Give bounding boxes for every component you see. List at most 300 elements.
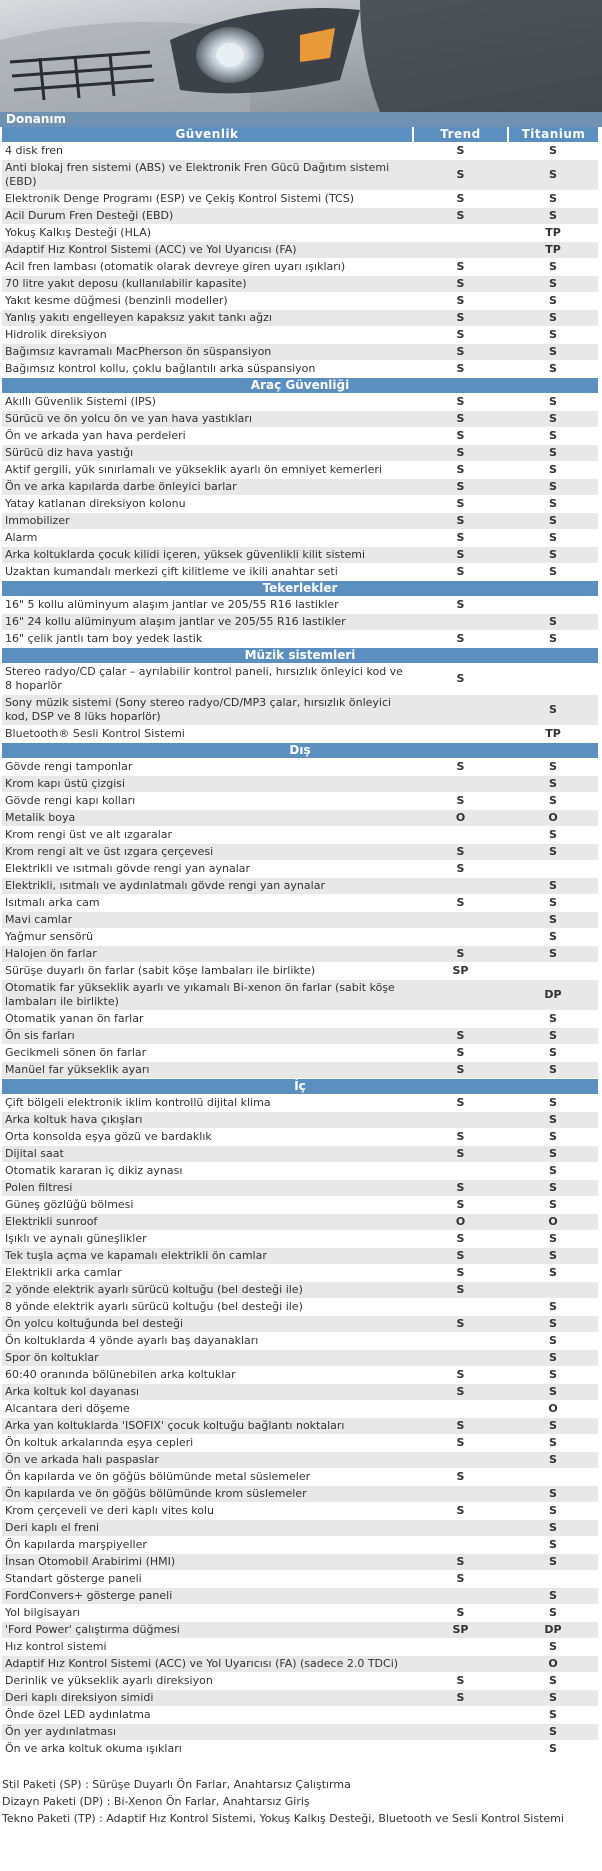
feature-name: Çift bölgeli elektronik iklim kontrollü dijital klima: [2, 1095, 413, 1112]
trend-value: [413, 1401, 508, 1418]
trend-value: [413, 1639, 508, 1656]
trend-value: S: [413, 1231, 508, 1248]
titanium-value: TP: [508, 726, 598, 743]
titanium-value: TP: [508, 225, 598, 242]
titanium-value: S: [508, 513, 598, 530]
feature-name: Krom rengi üst ve alt ızgaralar: [2, 827, 413, 844]
titanium-value: S: [508, 445, 598, 462]
trend-value: [413, 827, 508, 844]
table-row: [2, 664, 598, 695]
feature-name: FordConvers+ gösterge paneli: [2, 1588, 413, 1605]
feature-name: Acil Durum Fren Desteği (EBD): [2, 208, 413, 225]
table-row: [2, 597, 598, 614]
feature-name: Ön koltuklarda 4 yönde ayarlı baş dayanakları: [2, 1333, 413, 1350]
feature-name: Immobilizer: [2, 513, 413, 530]
table-row: [2, 1282, 598, 1299]
titanium-value: S: [508, 1690, 598, 1707]
feature-name: Alarm: [2, 530, 413, 547]
trend-value: S: [413, 1435, 508, 1452]
titanium-value: S: [508, 1367, 598, 1384]
titanium-value: [508, 1571, 598, 1588]
titanium-value: O: [508, 1214, 598, 1231]
feature-name: Arka koltuklarda çocuk kilidi içeren, yüksek güvenlikli kilit sistemi: [2, 547, 413, 564]
trend-value: S: [413, 1197, 508, 1214]
titanium-value: S: [508, 793, 598, 810]
feature-name: 16" 24 kollu alüminyum alaşım jantlar ve 205/55 R16 lastikler: [2, 614, 413, 631]
titanium-value: S: [508, 895, 598, 912]
titanium-value: S: [508, 1452, 598, 1469]
table-row: [2, 776, 598, 793]
trend-value: [413, 980, 508, 1011]
titanium-value: S: [508, 1333, 598, 1350]
feature-name: Hız kontrol sistemi: [2, 1639, 413, 1656]
trend-value: S: [413, 1554, 508, 1571]
note-sp: Stil Paketi (SP) : Sürüşe Duyarlı Ön Farlar, Anahtarsız Çalıştırma: [2, 1778, 351, 1791]
trend-value: S: [413, 208, 508, 225]
titanium-value: [508, 1282, 598, 1299]
table-row: [2, 1622, 598, 1639]
section-title: Dış: [2, 743, 598, 759]
trend-value: [413, 1163, 508, 1180]
trend-value: S: [413, 344, 508, 361]
trend-value: [413, 1299, 508, 1316]
titanium-value: S: [508, 191, 598, 208]
table-row: [2, 361, 598, 378]
trend-value: S: [413, 513, 508, 530]
trend-value: [413, 1656, 508, 1673]
car-headlight-banner: [0, 0, 602, 112]
trend-value: S: [413, 1469, 508, 1486]
titanium-value: S: [508, 614, 598, 631]
titanium-value: TP: [508, 242, 598, 259]
feature-name: Yokuş Kalkış Desteği (HLA): [2, 225, 413, 242]
table-row: [2, 530, 598, 547]
feature-name: Otomatik kararan iç dikiz aynası: [2, 1163, 413, 1180]
titanium-value: S: [508, 1741, 598, 1758]
trend-value: [413, 1333, 508, 1350]
trend-value: S: [413, 259, 508, 276]
feature-name: Hidrolik direksiyon: [2, 327, 413, 344]
trend-value: S: [413, 160, 508, 191]
feature-name: Derinlik ve yükseklik ayarlı direksiyon: [2, 1673, 413, 1690]
titanium-value: S: [508, 564, 598, 581]
package-notes: [0, 1776, 602, 1827]
table-row: [2, 726, 598, 743]
feature-name: Ön yer aydınlatması: [2, 1724, 413, 1741]
trend-value: S: [413, 1384, 508, 1401]
table-row: [2, 759, 598, 776]
column-header-trend: Trend: [413, 127, 508, 143]
section-row: [2, 581, 598, 597]
feature-name: Yakıt kesme düğmesi (benzinli modeller): [2, 293, 413, 310]
titanium-value: O: [508, 1401, 598, 1418]
titanium-value: S: [508, 276, 598, 293]
table-header-row: [2, 127, 598, 143]
trend-value: S: [413, 547, 508, 564]
titanium-value: [508, 861, 598, 878]
section-header-donanim: Donanım: [0, 112, 602, 127]
table-row: [2, 1350, 598, 1367]
feature-name: Bluetooth® Sesli Kontrol Sistemi: [2, 726, 413, 743]
titanium-value: S: [508, 695, 598, 726]
table-row: [2, 1486, 598, 1503]
section-row: [2, 378, 598, 394]
trend-value: [413, 1452, 508, 1469]
titanium-value: S: [508, 411, 598, 428]
titanium-value: S: [508, 1639, 598, 1656]
trend-value: S: [413, 564, 508, 581]
trend-value: S: [413, 310, 508, 327]
trend-value: S: [413, 1095, 508, 1112]
titanium-value: S: [508, 1095, 598, 1112]
column-header-titanium: Titanium: [508, 127, 598, 143]
feature-name: Uzaktan kumandalı merkezi çift kilitleme ve ikili anahtar seti: [2, 564, 413, 581]
table-row: [2, 844, 598, 861]
trend-value: [413, 1011, 508, 1028]
trend-value: O: [413, 810, 508, 827]
feature-name: 8 yönde elektrik ayarlı sürücü koltuğu (bel desteği ile): [2, 1299, 413, 1316]
titanium-value: S: [508, 1231, 598, 1248]
table-row: [2, 310, 598, 327]
trend-value: S: [413, 293, 508, 310]
table-row: [2, 929, 598, 946]
titanium-value: S: [508, 1707, 598, 1724]
trend-value: SP: [413, 963, 508, 980]
titanium-value: [508, 664, 598, 695]
feature-name: Manüel far yükseklik ayarı: [2, 1062, 413, 1079]
note-tp: Tekno Paketi (TP) : Adaptif Hız Kontrol Sistemi, Yokuş Kalkış Desteği, Bluetooth ve Sesli Kontrol Sistemi: [2, 1812, 564, 1825]
table-row: [2, 1214, 598, 1231]
feature-name: Akıllı Güvenlik Sistemi (IPS): [2, 394, 413, 411]
feature-name: 4 disk fren: [2, 143, 413, 160]
table-row: [2, 1571, 598, 1588]
feature-name: Ön sis farları: [2, 1028, 413, 1045]
feature-name: Elektrikli, ısıtmalı ve aydınlatmalı gövde rengi yan aynalar: [2, 878, 413, 895]
feature-name: Alcantara deri döşeme: [2, 1401, 413, 1418]
titanium-value: S: [508, 912, 598, 929]
titanium-value: O: [508, 1656, 598, 1673]
table-row: [2, 963, 598, 980]
section-row: [2, 1079, 598, 1095]
trend-value: S: [413, 1571, 508, 1588]
feature-name: Ön ve arkada halı paspaslar: [2, 1452, 413, 1469]
feature-name: 16" 5 kollu alüminyum alaşım jantlar ve 205/55 R16 lastikler: [2, 597, 413, 614]
feature-name: Otomatik far yükseklik ayarlı ve yıkamalı Bi-xenon ön farlar (sabit köşe lambaları ile birlikte): [2, 980, 413, 1011]
table-row: [2, 1690, 598, 1707]
table-row: [2, 513, 598, 530]
trend-value: S: [413, 1605, 508, 1622]
trend-value: S: [413, 1129, 508, 1146]
titanium-value: S: [508, 547, 598, 564]
feature-name: Krom çerçeveli ve deri kaplı vites kolu: [2, 1503, 413, 1520]
trend-value: O: [413, 1214, 508, 1231]
titanium-value: S: [508, 878, 598, 895]
table-row: [2, 1112, 598, 1129]
note-dp: Dizayn Paketi (DP) : Bi-Xenon Ön Farlar, Anahtarsız Giriş: [2, 1795, 310, 1808]
trend-value: S: [413, 759, 508, 776]
feature-name: Bağımsız kavramalı MacPherson ön süspansiyon: [2, 344, 413, 361]
titanium-value: S: [508, 1588, 598, 1605]
feature-name: Polen filtresi: [2, 1180, 413, 1197]
titanium-value: S: [508, 1350, 598, 1367]
feature-name: Önde özel LED aydınlatma: [2, 1707, 413, 1724]
trend-value: SP: [413, 1622, 508, 1639]
trend-value: [413, 1520, 508, 1537]
trend-value: [413, 776, 508, 793]
feature-name: Adaptif Hız Kontrol Sistemi (ACC) ve Yol Uyarıcısı (FA) (sadece 2.0 TDCi): [2, 1656, 413, 1673]
trend-value: S: [413, 411, 508, 428]
feature-name: 2 yönde elektrik ayarlı sürücü koltuğu (bel desteği ile): [2, 1282, 413, 1299]
feature-name: Ön kapılarda marşpiyeller: [2, 1537, 413, 1554]
car-headlight-image: [0, 0, 602, 112]
feature-name: Ön yolcu koltuğunda bel desteği: [2, 1316, 413, 1333]
trend-value: [413, 1588, 508, 1605]
feature-name: Ön koltuk arkalarında eşya cepleri: [2, 1435, 413, 1452]
table-row: [2, 614, 598, 631]
feature-name: Yol bilgisayarı: [2, 1605, 413, 1622]
table-row: [2, 1673, 598, 1690]
titanium-value: S: [508, 1265, 598, 1282]
trend-value: S: [413, 361, 508, 378]
trend-value: S: [413, 844, 508, 861]
trend-value: S: [413, 664, 508, 695]
feature-name: Gecikmeli sönen ön farlar: [2, 1045, 413, 1062]
equipment-table: [2, 127, 598, 1758]
feature-name: Dijital saat: [2, 1146, 413, 1163]
titanium-value: [508, 1469, 598, 1486]
trend-value: S: [413, 631, 508, 648]
titanium-value: S: [508, 496, 598, 513]
table-row: [2, 1095, 598, 1112]
trend-value: S: [413, 1265, 508, 1282]
trend-value: S: [413, 1503, 508, 1520]
feature-name: 60:40 oranında bölünebilen arka koltuklar: [2, 1367, 413, 1384]
table-row: [2, 445, 598, 462]
table-row: [2, 242, 598, 259]
table-row: [2, 208, 598, 225]
feature-name: Mavi camlar: [2, 912, 413, 929]
titanium-value: S: [508, 1537, 598, 1554]
trend-value: [413, 1741, 508, 1758]
feature-name: Gövde rengi kapı kolları: [2, 793, 413, 810]
feature-name: Orta konsolda eşya gözü ve bardaklık: [2, 1129, 413, 1146]
feature-name: Elektrikli arka camlar: [2, 1265, 413, 1282]
feature-name: Gövde rengi tamponlar: [2, 759, 413, 776]
trend-value: S: [413, 1690, 508, 1707]
feature-name: Anti blokaj fren sistemi (ABS) ve Elektronik Fren Gücü Dağıtım sistemi (EBD): [2, 160, 413, 191]
table-row: [2, 1299, 598, 1316]
table-row: [2, 1469, 598, 1486]
feature-name: Metalik boya: [2, 810, 413, 827]
feature-name: Isıtmalı arka cam: [2, 895, 413, 912]
trend-value: [413, 912, 508, 929]
table-row: [2, 1418, 598, 1435]
titanium-value: S: [508, 1605, 598, 1622]
table-row: [2, 327, 598, 344]
trend-value: [413, 225, 508, 242]
titanium-value: S: [508, 1112, 598, 1129]
trend-value: [413, 878, 508, 895]
feature-name: 16" çelik jantlı tam boy yedek lastik: [2, 631, 413, 648]
trend-value: S: [413, 191, 508, 208]
trend-value: S: [413, 1316, 508, 1333]
table-row: [2, 695, 598, 726]
feature-name: Aktif gergili, yük sınırlamalı ve yükseklik ayarlı ön emniyet kemerleri: [2, 462, 413, 479]
titanium-value: S: [508, 394, 598, 411]
feature-name: Bağımsız kontrol kollu, çoklu bağlantılı arka süspansiyon: [2, 361, 413, 378]
trend-value: S: [413, 895, 508, 912]
feature-name: Ön ve arka kapılarda darbe önleyici barlar: [2, 479, 413, 496]
titanium-value: S: [508, 160, 598, 191]
feature-name: Elektrikli sunroof: [2, 1214, 413, 1231]
feature-name: Yatay katlanan direksiyon kolonu: [2, 496, 413, 513]
trend-value: S: [413, 394, 508, 411]
trend-value: S: [413, 1282, 508, 1299]
table-row: [2, 547, 598, 564]
trend-value: [413, 242, 508, 259]
feature-name: Elektrikli ve ısıtmalı gövde rengi yan aynalar: [2, 861, 413, 878]
titanium-value: S: [508, 1486, 598, 1503]
table-row: [2, 1724, 598, 1741]
feature-name: Sony müzik sistemi (Sony stereo radyo/CD/MP3 çalar, hırsızlık önleyici kod, DSP ve 8 lüks hoparlör): [2, 695, 413, 726]
table-row: [2, 1367, 598, 1384]
table-row: [2, 1028, 598, 1045]
trend-value: S: [413, 1062, 508, 1079]
titanium-value: S: [508, 344, 598, 361]
table-row: [2, 895, 598, 912]
feature-name: 70 litre yakıt deposu (kullanılabilir kapasite): [2, 276, 413, 293]
trend-value: [413, 1707, 508, 1724]
table-row: [2, 1248, 598, 1265]
trend-value: [413, 929, 508, 946]
table-row: [2, 496, 598, 513]
feature-name: Arka yan koltuklarda 'ISOFIX' çocuk koltuğu bağlantı noktaları: [2, 1418, 413, 1435]
titanium-value: S: [508, 1163, 598, 1180]
table-row: [2, 428, 598, 445]
titanium-value: S: [508, 1011, 598, 1028]
feature-name: Krom rengi alt ve üst ızgara çerçevesi: [2, 844, 413, 861]
feature-name: Işıklı ve aynalı güneşlikler: [2, 1231, 413, 1248]
trend-value: S: [413, 861, 508, 878]
table-row: [2, 1129, 598, 1146]
table-row: [2, 276, 598, 293]
feature-name: Ön ve arkada yan hava perdeleri: [2, 428, 413, 445]
titanium-value: S: [508, 1248, 598, 1265]
titanium-value: S: [508, 929, 598, 946]
trend-value: S: [413, 479, 508, 496]
feature-name: Standart gösterge paneli: [2, 1571, 413, 1588]
titanium-value: S: [508, 143, 598, 160]
titanium-value: S: [508, 1418, 598, 1435]
table-row: [2, 912, 598, 929]
table-row: [2, 1146, 598, 1163]
trend-value: [413, 1486, 508, 1503]
trend-value: S: [413, 1418, 508, 1435]
feature-name: 'Ford Power' çalıştırma düğmesi: [2, 1622, 413, 1639]
trend-value: S: [413, 1028, 508, 1045]
trend-value: S: [413, 530, 508, 547]
titanium-value: S: [508, 462, 598, 479]
table-row: [2, 1588, 598, 1605]
titanium-value: S: [508, 946, 598, 963]
table-row: [2, 861, 598, 878]
table-row: [2, 1011, 598, 1028]
titanium-value: S: [508, 208, 598, 225]
titanium-value: S: [508, 1197, 598, 1214]
table-row: [2, 1707, 598, 1724]
trend-value: [413, 614, 508, 631]
trend-value: S: [413, 1673, 508, 1690]
titanium-value: S: [508, 361, 598, 378]
titanium-value: S: [508, 1724, 598, 1741]
table-row: [2, 1333, 598, 1350]
table-row: [2, 293, 598, 310]
section-title: Tekerlekler: [2, 581, 598, 597]
titanium-value: [508, 597, 598, 614]
trend-value: S: [413, 496, 508, 513]
trend-value: S: [413, 597, 508, 614]
table-row: [2, 1741, 598, 1758]
feature-name: Güneş gözlüğü bölmesi: [2, 1197, 413, 1214]
trend-value: S: [413, 445, 508, 462]
table-row: [2, 1316, 598, 1333]
table-row: [2, 564, 598, 581]
trend-value: S: [413, 793, 508, 810]
titanium-value: S: [508, 428, 598, 445]
titanium-value: S: [508, 327, 598, 344]
table-row: [2, 191, 598, 208]
titanium-value: S: [508, 1435, 598, 1452]
feature-name: Stereo radyo/CD çalar – ayrılabilir kontrol paneli, hırsızlık önleyici kod ve 8 hoparlör: [2, 664, 413, 695]
titanium-value: S: [508, 1180, 598, 1197]
table-row: [2, 1554, 598, 1571]
trend-value: [413, 1350, 508, 1367]
table-row: [2, 793, 598, 810]
trend-value: S: [413, 428, 508, 445]
table-row: [2, 1265, 598, 1282]
feature-name: Deri kaplı direksiyon simidi: [2, 1690, 413, 1707]
trend-value: [413, 695, 508, 726]
trend-value: S: [413, 1180, 508, 1197]
section-title: Araç Güvenliği: [2, 378, 598, 394]
titanium-value: S: [508, 1554, 598, 1571]
feature-name: Spor ön koltuklar: [2, 1350, 413, 1367]
trend-value: S: [413, 1045, 508, 1062]
feature-name: Ön kapılarda ve ön göğüs bölümünde krom süslemeler: [2, 1486, 413, 1503]
trend-value: [413, 1537, 508, 1554]
table-row: [2, 1639, 598, 1656]
table-row: [2, 1231, 598, 1248]
titanium-value: S: [508, 1146, 598, 1163]
titanium-value: S: [508, 1045, 598, 1062]
titanium-value: S: [508, 1384, 598, 1401]
table-row: [2, 878, 598, 895]
trend-value: [413, 1112, 508, 1129]
trend-value: S: [413, 276, 508, 293]
column-header-category: Güvenlik: [2, 127, 413, 143]
table-row: [2, 946, 598, 963]
table-row: [2, 1045, 598, 1062]
table-row: [2, 827, 598, 844]
table-row: [2, 394, 598, 411]
feature-name: Elektronik Denge Programı (ESP) ve Çekiş Kontrol Sistemi (TCS): [2, 191, 413, 208]
trend-value: S: [413, 1248, 508, 1265]
titanium-value: [508, 963, 598, 980]
feature-name: Arka koltuk kol dayanası: [2, 1384, 413, 1401]
table-row: [2, 1503, 598, 1520]
table-row: [2, 225, 598, 242]
feature-name: Acil fren lambası (otomatik olarak devreye giren uyarı ışıkları): [2, 259, 413, 276]
